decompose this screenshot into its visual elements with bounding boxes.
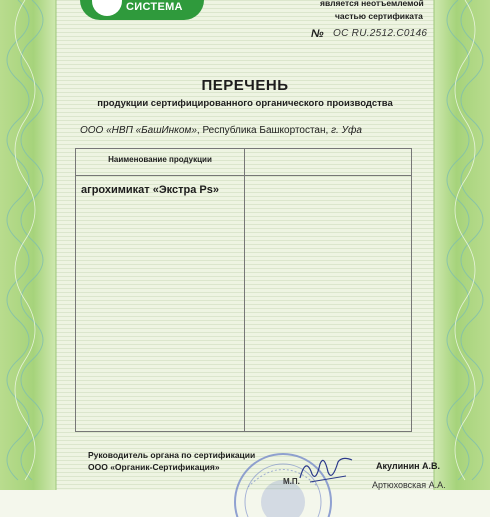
organization-city: г. Уфа [331, 125, 362, 136]
organization-name: ООО «НВП «БашИнком» [80, 125, 197, 136]
certificate-number-value: ОС RU.2512.С0146 [333, 28, 428, 39]
certificate-note-line2: частью сертификата [335, 11, 423, 21]
signatory-name-primary: Акулинин А.В. [376, 461, 441, 471]
product-table [75, 148, 412, 432]
certificate-number-label: № [311, 28, 324, 40]
organization-line [80, 125, 362, 136]
signatory-role: Руководитель органа по сертификации [88, 450, 256, 460]
document-subtitle: продукции сертифицированного органического производства [97, 98, 393, 109]
logo-text: СИСТЕМА [126, 1, 183, 13]
handwritten-signature [296, 452, 356, 486]
signatory-name-secondary: Артюховская А.А. [372, 480, 446, 490]
document-title: ПЕРЕЧЕНЬ [201, 77, 289, 94]
table-row: агрохимикат «Экстра Ps» [81, 184, 219, 196]
column-divider [244, 149, 245, 431]
stamp-label: М.П. [283, 477, 300, 486]
organization-region: , Республика Башкортостан, [196, 125, 332, 136]
certificate-note-line1: является неотъемлемой [320, 0, 424, 8]
signatory-organization: ООО «Органик-Сертификация» [88, 462, 220, 472]
column-header-product-name: Наименование продукции [108, 155, 212, 164]
